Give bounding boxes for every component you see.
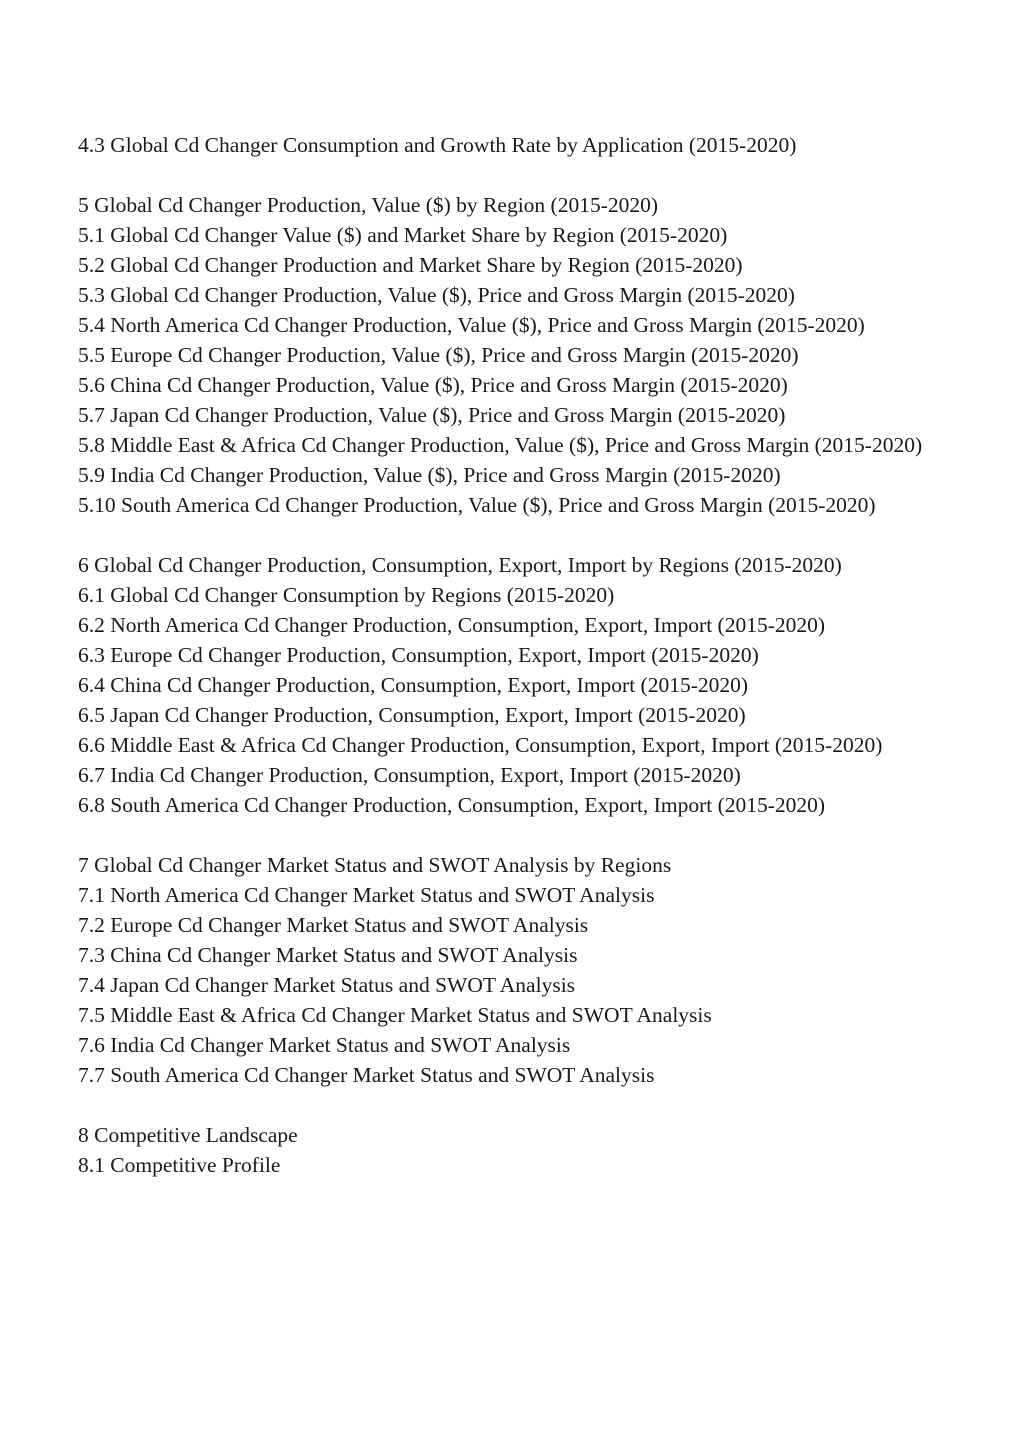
toc-entry-5-1: 5.1 Global Cd Changer Value ($) and Market Share by Region (2015-2020) — [78, 223, 728, 247]
toc-entry-7-4: 7.4 Japan Cd Changer Market Status and SWOT Analysis — [78, 973, 576, 997]
toc-entry-7-3: 7.3 China Cd Changer Market Status and SWOT Analysis — [78, 943, 578, 967]
toc-section-7 — [78, 850, 958, 1090]
toc-entry-5-5: 5.5 Europe Cd Changer Production, Value ($), Price and Gross Margin (2015-2020) — [78, 343, 799, 367]
toc-entry-7-1: 7.1 North America Cd Changer Market Status and SWOT Analysis — [78, 883, 655, 907]
toc-entry-7-6: 7.6 India Cd Changer Market Status and SWOT Analysis — [78, 1033, 571, 1057]
toc-entry-8: 8 Competitive Landscape — [78, 1123, 298, 1147]
toc-entry-5-6: 5.6 China Cd Changer Production, Value ($), Price and Gross Margin (2015-2020) — [78, 373, 788, 397]
toc-section-6 — [78, 550, 958, 820]
toc-entry-7: 7 Global Cd Changer Market Status and SWOT Analysis by Regions — [78, 853, 672, 877]
toc-entry-5-2: 5.2 Global Cd Changer Production and Market Share by Region (2015-2020) — [78, 253, 743, 277]
toc-entry-6-1: 6.1 Global Cd Changer Consumption by Regions (2015-2020) — [78, 583, 615, 607]
toc-entry-5-3: 5.3 Global Cd Changer Production, Value ($), Price and Gross Margin (2015-2020) — [78, 283, 795, 307]
toc-entry-7-2: 7.2 Europe Cd Changer Market Status and SWOT Analysis — [78, 913, 589, 937]
toc-entry-5-4: 5.4 North America Cd Changer Production, Value ($), Price and Gross Margin (2015-2020) — [78, 313, 865, 337]
toc-entry-5-10: 5.10 South America Cd Changer Production, Value ($), Price and Gross Margin (2015-2020) — [78, 493, 876, 517]
toc-entry-5-8: 5.8 Middle East & Africa Cd Changer Production, Value ($), Price and Gross Margin (2015-2020) — [78, 433, 923, 457]
toc-entry-6: 6 Global Cd Changer Production, Consumption, Export, Import by Regions (2015-2020) — [78, 553, 842, 577]
toc-entry-6-2: 6.2 North America Cd Changer Production, Consumption, Export, Import (2015-2020) — [78, 613, 826, 637]
toc-entry-5-9: 5.9 India Cd Changer Production, Value ($), Price and Gross Margin (2015-2020) — [78, 463, 781, 487]
toc-entry-5-7: 5.7 Japan Cd Changer Production, Value ($), Price and Gross Margin (2015-2020) — [78, 403, 786, 427]
toc-entry-8-1: 8.1 Competitive Profile — [78, 1153, 281, 1177]
toc-entry-6-8: 6.8 South America Cd Changer Production, Consumption, Export, Import (2015-2020) — [78, 793, 826, 817]
toc-entry-6-5: 6.5 Japan Cd Changer Production, Consumption, Export, Import (2015-2020) — [78, 703, 746, 727]
toc-entry-7-5: 7.5 Middle East & Africa Cd Changer Market Status and SWOT Analysis — [78, 1003, 712, 1027]
toc-entry-6-7: 6.7 India Cd Changer Production, Consumption, Export, Import (2015-2020) — [78, 763, 741, 787]
toc-section-8 — [78, 1120, 958, 1180]
toc-entry-6-3: 6.3 Europe Cd Changer Production, Consumption, Export, Import (2015-2020) — [78, 643, 759, 667]
toc-entry-6-6: 6.6 Middle East & Africa Cd Changer Production, Consumption, Export, Import (2015-2020) — [78, 733, 883, 757]
toc-section-4 — [78, 130, 958, 160]
toc-entry-7-7: 7.7 South America Cd Changer Market Status and SWOT Analysis — [78, 1063, 655, 1087]
toc-entry-5: 5 Global Cd Changer Production, Value ($) by Region (2015-2020) — [78, 193, 659, 217]
toc-entry-6-4: 6.4 China Cd Changer Production, Consumption, Export, Import (2015-2020) — [78, 673, 749, 697]
table-of-contents — [78, 130, 958, 1180]
toc-section-5 — [78, 190, 958, 520]
toc-entry-4-3: 4.3 Global Cd Changer Consumption and Growth Rate by Application (2015-2020) — [78, 133, 797, 157]
